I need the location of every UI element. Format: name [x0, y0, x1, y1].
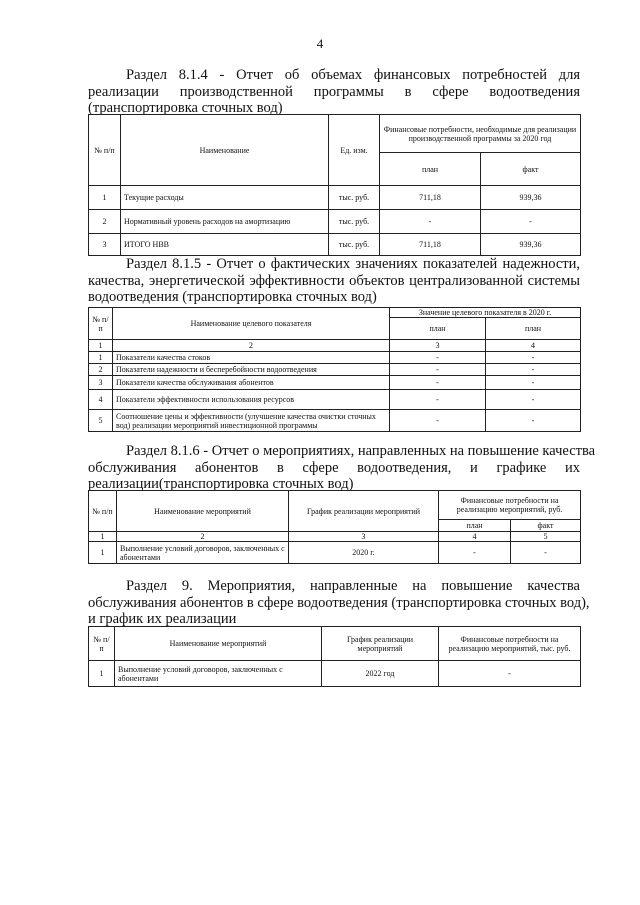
- table-row: [89, 661, 581, 687]
- cell-fact: -: [481, 210, 581, 234]
- table-row: [89, 352, 581, 364]
- cell-fact: 939,36: [481, 234, 581, 256]
- table-row: [89, 186, 581, 210]
- cell-name: Текущие расходы: [121, 186, 329, 210]
- col-header-schedule: График реализации мероприятий: [289, 491, 439, 532]
- index-cell: 5: [511, 532, 581, 542]
- cell-plan: -: [380, 210, 481, 234]
- index-cell: 4: [439, 532, 511, 542]
- cell-num: 4: [89, 390, 113, 410]
- heading-line: реализации(транспортировка сточных вод): [88, 476, 354, 492]
- cell-plan: 711,18: [380, 186, 481, 210]
- col-header-name: Наименование целевого показателя: [113, 308, 390, 340]
- col-header-plan: план: [439, 520, 511, 532]
- heading-line: качества, энергетической эффективности объектов централизованной системы: [88, 272, 580, 289]
- col-header-plan: план: [390, 318, 486, 340]
- cell-name: Выполнение условий договоров, заключенных с абонентами: [115, 661, 322, 687]
- cell-num: 3: [89, 376, 113, 390]
- cell-value: -: [390, 364, 486, 376]
- cell-value: -: [486, 410, 581, 432]
- cell-fact: 939,36: [481, 186, 581, 210]
- events-schedule-table: [88, 626, 581, 687]
- cell-schedule: 2022 год: [322, 661, 439, 687]
- col-header-name: Наименование: [121, 115, 329, 186]
- cell-num: 1: [89, 661, 115, 687]
- col-header-financial-needs: Финансовые потребности, необходимые для реализации производственной программы за 2020 год: [380, 115, 581, 153]
- cell-name: Выполнение условий договоров, заключенных с абонентами: [117, 542, 289, 564]
- target-indicators-table: [88, 307, 581, 432]
- cell-name: Показатели эффективности использования ресурсов: [113, 390, 390, 410]
- cell-value: -: [486, 364, 581, 376]
- heading-line: обслуживания абонентов в сфере водоотведения (транспортировка сточных вод),: [88, 594, 590, 611]
- cell-num: 5: [89, 410, 113, 432]
- cell-value: -: [486, 390, 581, 410]
- col-header-schedule: График реализации мероприятий: [322, 627, 439, 661]
- cell-value: -: [390, 410, 486, 432]
- cell-unit: тыс. руб.: [329, 210, 380, 234]
- col-header-target-value: Значение целевого показателя в 2020 г.: [390, 308, 581, 318]
- cell-value: -: [486, 376, 581, 390]
- table-row: [89, 210, 581, 234]
- heading-line: водоотведения (транспортировка сточных вод): [88, 289, 377, 305]
- col-header-num: № п/п: [89, 308, 113, 340]
- index-cell: 2: [117, 532, 289, 542]
- heading-line: Раздел 8.1.6 - Отчет о мероприятиях, направленных на повышение качества: [126, 443, 596, 459]
- cell-num: 1: [89, 542, 117, 564]
- heading-line: и график их реализации: [88, 611, 237, 627]
- index-cell: 1: [89, 340, 113, 352]
- cell-value: -: [486, 352, 581, 364]
- section-9-heading: [88, 578, 590, 628]
- heading-line: обслуживания абонентов в сфере водоотведения, и графике их: [88, 459, 580, 476]
- col-header-financial-needs: Финансовые потребности на реализацию мероприятий, руб.: [439, 491, 581, 520]
- col-header-plan: план: [380, 153, 481, 186]
- cell-unit: тыс. руб.: [329, 234, 380, 256]
- table-row: [89, 376, 581, 390]
- index-cell: 2: [113, 340, 390, 352]
- cell-plan: -: [439, 542, 511, 564]
- section-8-1-6-heading: [88, 443, 596, 493]
- cell-num: 2: [89, 364, 113, 376]
- col-header-name: Наименование мероприятий: [117, 491, 289, 532]
- column-index-row: [89, 340, 581, 352]
- heading-line: Раздел 8.1.4 - Отчет об объемах финансовых потребностей для: [126, 67, 580, 83]
- cell-value: -: [390, 376, 486, 390]
- table-row: [89, 410, 581, 432]
- col-header-num: № п/п: [89, 627, 115, 661]
- col-header-plan-2: план: [486, 318, 581, 340]
- col-header-fact: факт: [511, 520, 581, 532]
- section-8-1-5-heading: [88, 256, 580, 306]
- col-header-financial-needs: Финансовые потребности на реализацию мероприятий, тыс. руб.: [439, 627, 581, 661]
- table-row: [89, 234, 581, 256]
- section-8-1-4-heading: [88, 67, 580, 117]
- index-cell: 4: [486, 340, 581, 352]
- cell-unit: тыс. руб.: [329, 186, 380, 210]
- heading-line: реализации производственной программы в сфере водоотведения: [88, 83, 580, 100]
- col-header-name: Наименование мероприятий: [115, 627, 322, 661]
- index-cell: 3: [390, 340, 486, 352]
- cell-num: 1: [89, 186, 121, 210]
- col-header-fact: факт: [481, 153, 581, 186]
- cell-schedule: 2020 г.: [289, 542, 439, 564]
- financial-needs-table: [88, 114, 581, 256]
- cell-value: -: [390, 352, 486, 364]
- cell-financial-needs: -: [439, 661, 581, 687]
- col-header-num: № п/п: [89, 115, 121, 186]
- events-report-table: [88, 490, 581, 564]
- cell-name: Нормативный уровень расходов на амортизацию: [121, 210, 329, 234]
- cell-name: Показатели качества стоков: [113, 352, 390, 364]
- cell-name: Соотношение цены и эффективности (улучшение качества очистки сточных вод) реализации мероприятий инвестиционной программы: [113, 410, 390, 432]
- cell-name: Показатели качества обслуживания абонентов: [113, 376, 390, 390]
- table-row: [89, 390, 581, 410]
- heading-line: (транспортировка сточных вод): [88, 100, 283, 116]
- heading-line: Раздел 8.1.5 - Отчет о фактических значениях показателей надежности,: [126, 256, 580, 272]
- cell-fact: -: [511, 542, 581, 564]
- index-cell: 3: [289, 532, 439, 542]
- cell-num: 1: [89, 352, 113, 364]
- col-header-unit: Ед. изм.: [329, 115, 380, 186]
- index-cell: 1: [89, 532, 117, 542]
- page-number: 4: [316, 36, 324, 51]
- cell-name: ИТОГО НВВ: [121, 234, 329, 256]
- cell-num: 2: [89, 210, 121, 234]
- cell-num: 3: [89, 234, 121, 256]
- column-index-row: [89, 532, 581, 542]
- cell-name: Показатели надежности и бесперебойности водоотведения: [113, 364, 390, 376]
- cell-value: -: [390, 390, 486, 410]
- col-header-num: № п/п: [89, 491, 117, 532]
- table-row: [89, 542, 581, 564]
- heading-line: Раздел 9. Мероприятия, направленные на повышение качества: [126, 578, 580, 594]
- table-row: [89, 364, 581, 376]
- cell-plan: 711,18: [380, 234, 481, 256]
